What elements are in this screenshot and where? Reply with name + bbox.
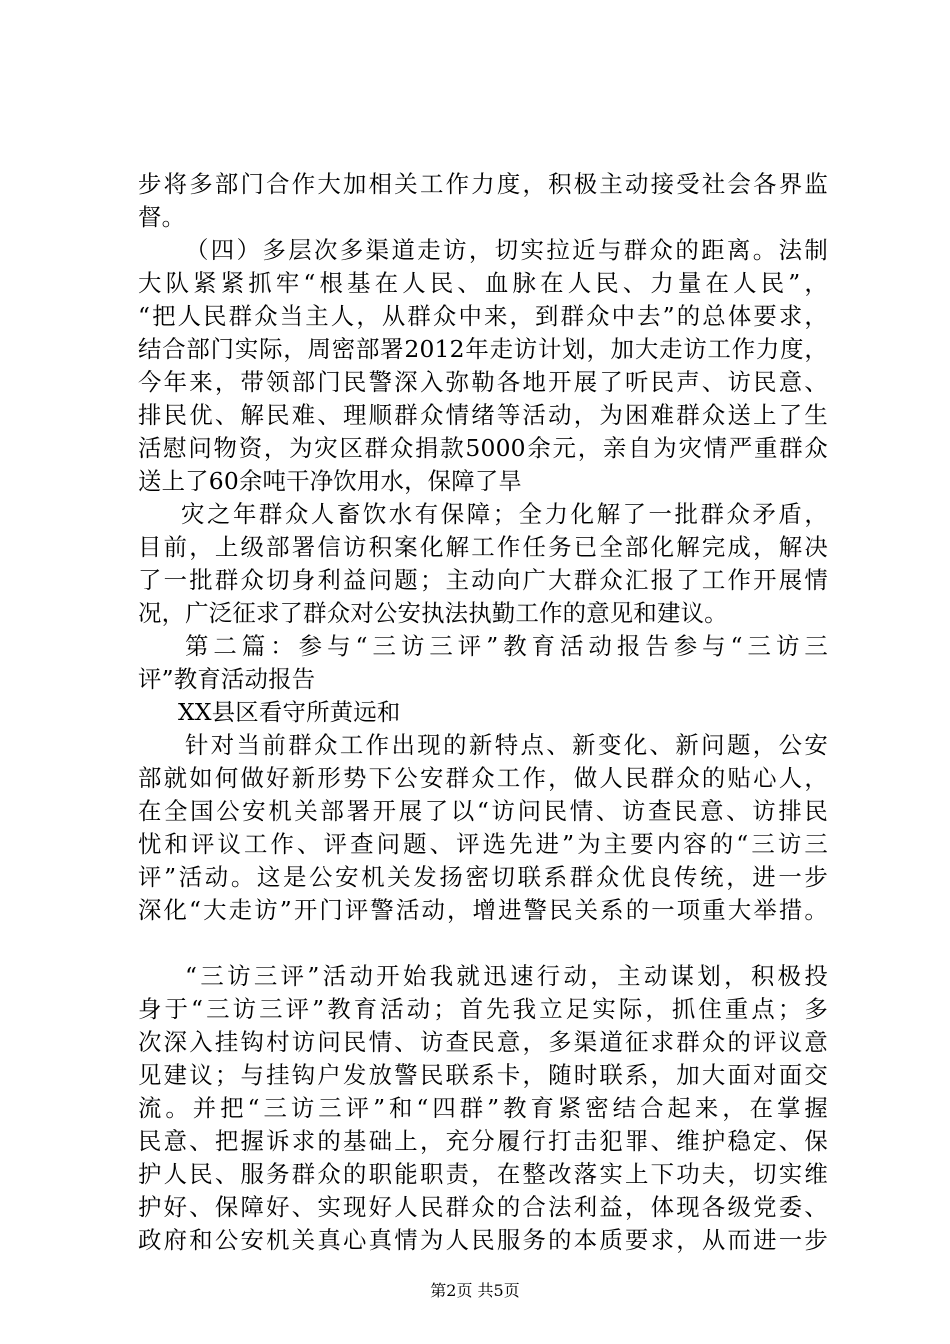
text-line: 政府和公安机关真心真情为人民服务的本质要求，从而进一步 [138, 1226, 828, 1254]
paragraph-heading-line: （四）多层次多渠道走访，切实拉近与群众的距离。法制 [185, 236, 828, 264]
text-line: 护好、保障好、实现好人民群众的合法利益，体现各级党委、 [138, 1193, 828, 1221]
text-line: 况，广泛征求了群众对公安执法执勤工作的意见和建议。 [138, 599, 728, 627]
page-number-footer: 第2页 共5页 [430, 1281, 520, 1300]
text-line: 部就如何做好新形势下公安群众工作，做人民群众的贴心人， [138, 764, 828, 792]
text-line: 在全国公安机关部署开展了以“访问民情、访查民意、访排民 [138, 797, 828, 825]
text-line: 活慰问物资，为灾区群众捐款5000余元，亲自为灾情严重群众 [138, 434, 828, 462]
text-line: 护人民、服务群众的职能职责，在整改落实上下功夫，切实维 [138, 1160, 828, 1188]
text-line: 今年来，带领部门民警深入弥勒各地开展了听民声、访民意、 [138, 368, 828, 396]
text-line: 身于“三访三评”教育活动；首先我立足实际，抓住重点；多 [138, 995, 828, 1023]
text-line: 大队紧紧抓牢“根基在人民、血脉在人民、力量在人民”， [138, 269, 828, 297]
text-line: 排民优、解民难、理顺群众情绪等活动，为困难群众送上了生 [138, 401, 828, 429]
text-line: 针对当前群众工作出现的新特点、新变化、新问题，公安 [185, 731, 828, 759]
text-line: 流。并把“三访三评”和“四群”教育紧密结合起来，在掌握 [138, 1094, 828, 1122]
text-line: 次深入挂钩村访问民情、访查民意，多渠道征求群众的评议意 [138, 1028, 828, 1056]
text-line: 民意、把握诉求的基础上，充分履行打击犯罪、维护稳定、保 [138, 1127, 828, 1155]
text-line: 督。 [138, 203, 186, 231]
text-line: 目前，上级部署信访积案化解工作任务已全部化解完成，解决 [138, 533, 828, 561]
text-line: 忧和评议工作、评查问题、评选先进”为主要内容的“三访三 [138, 830, 828, 858]
text-line: 步将多部门合作大加相关工作力度，积极主动接受社会各界监 [138, 170, 828, 198]
text-line: “三访三评”活动开始我就迅速行动，主动谋划，积极投 [185, 962, 828, 990]
section-title-line: 评”教育活动报告 [138, 665, 316, 693]
text-line: 灾之年群众人畜饮水有保障；全力化解了一批群众矛盾， [181, 500, 828, 528]
text-line: 评”活动。这是公安机关发扬密切联系群众优良传统，进一步 [138, 863, 828, 891]
text-line: 见建议；与挂钩户发放警民联系卡，随时联系，加大面对面交 [138, 1061, 828, 1089]
text-line: “把人民群众当主人，从群众中来，到群众中去”的总体要求， [138, 302, 828, 330]
text-line: 深化“大走访”开门评警活动，增进警民关系的一项重大举措。 [138, 896, 828, 924]
section-title-line: 第二篇：参与“三访三评”教育活动报告参与“三访三 [185, 632, 828, 660]
text-line: 送上了60余吨干净饮用水，保障了旱 [138, 467, 523, 495]
author-line: XX县区看守所黄远和 [178, 698, 401, 726]
text-line: 结合部门实际，周密部署2012年走访计划，加大走访工作力度， [138, 335, 828, 363]
paragraph-gap [138, 927, 828, 960]
document-body [138, 168, 828, 1257]
text-line: 了一批群众切身利益问题；主动向广大群众汇报了工作开展情 [138, 566, 828, 594]
